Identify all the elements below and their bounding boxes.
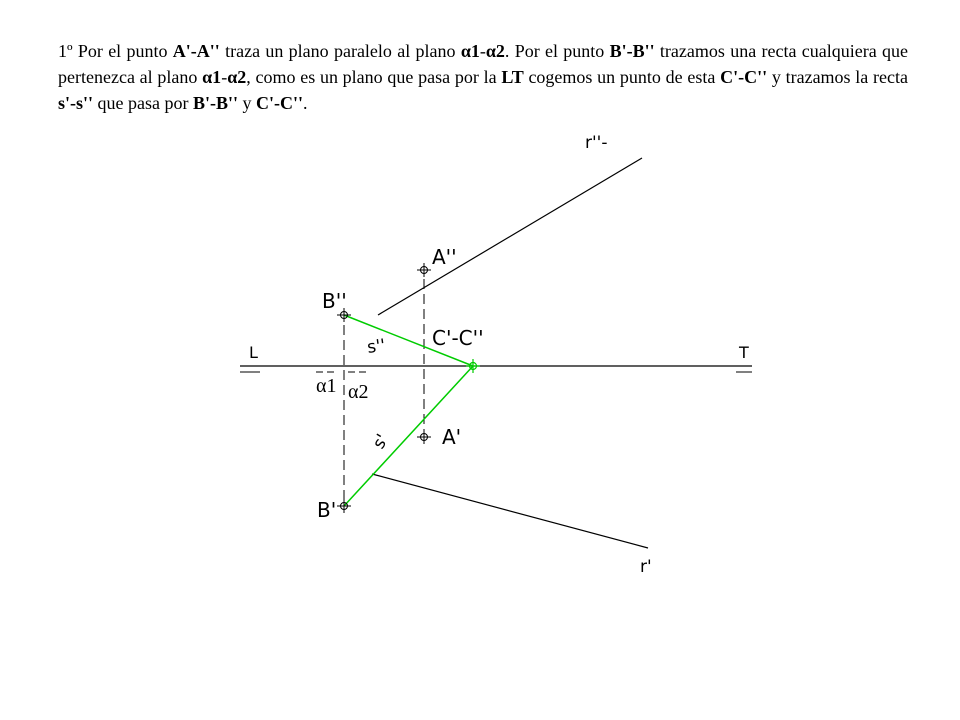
label-r-vertical: r''- [585, 133, 608, 153]
label-a-vertical: A'' [432, 245, 457, 269]
label-alpha1: α1 [316, 375, 337, 397]
label-b-horizontal: B' [317, 498, 337, 522]
caption-text: 1º Por el punto A'-A'' traza un plano paralelo al plano α1-α2. Por el punto B'-B'' trazamos una recta cualquiera que pertenezca al plano α1-α2, como es un plano que pasa por la LT cogemos un punto de esta C'-C'' y trazamos la recta s'-s'' que pasa por B'-B'' y C'-C''. [58, 41, 908, 113]
label-a-horizontal: A' [442, 425, 462, 449]
label-s-horizontal: s' [369, 430, 394, 453]
label-c: C'-C'' [432, 326, 484, 350]
label-alpha2: α2 [348, 381, 369, 403]
point-a-horizontal [417, 430, 431, 444]
label-l: L [249, 343, 258, 362]
label-b-vertical: B'' [322, 289, 347, 313]
trace-r-vertical [378, 158, 642, 315]
point-a-vertical [417, 263, 431, 277]
label-t: T [739, 343, 749, 362]
trace-r-horizontal [372, 474, 648, 548]
label-r-horizontal: r' [640, 557, 652, 577]
label-s-vertical: s'' [365, 335, 387, 358]
